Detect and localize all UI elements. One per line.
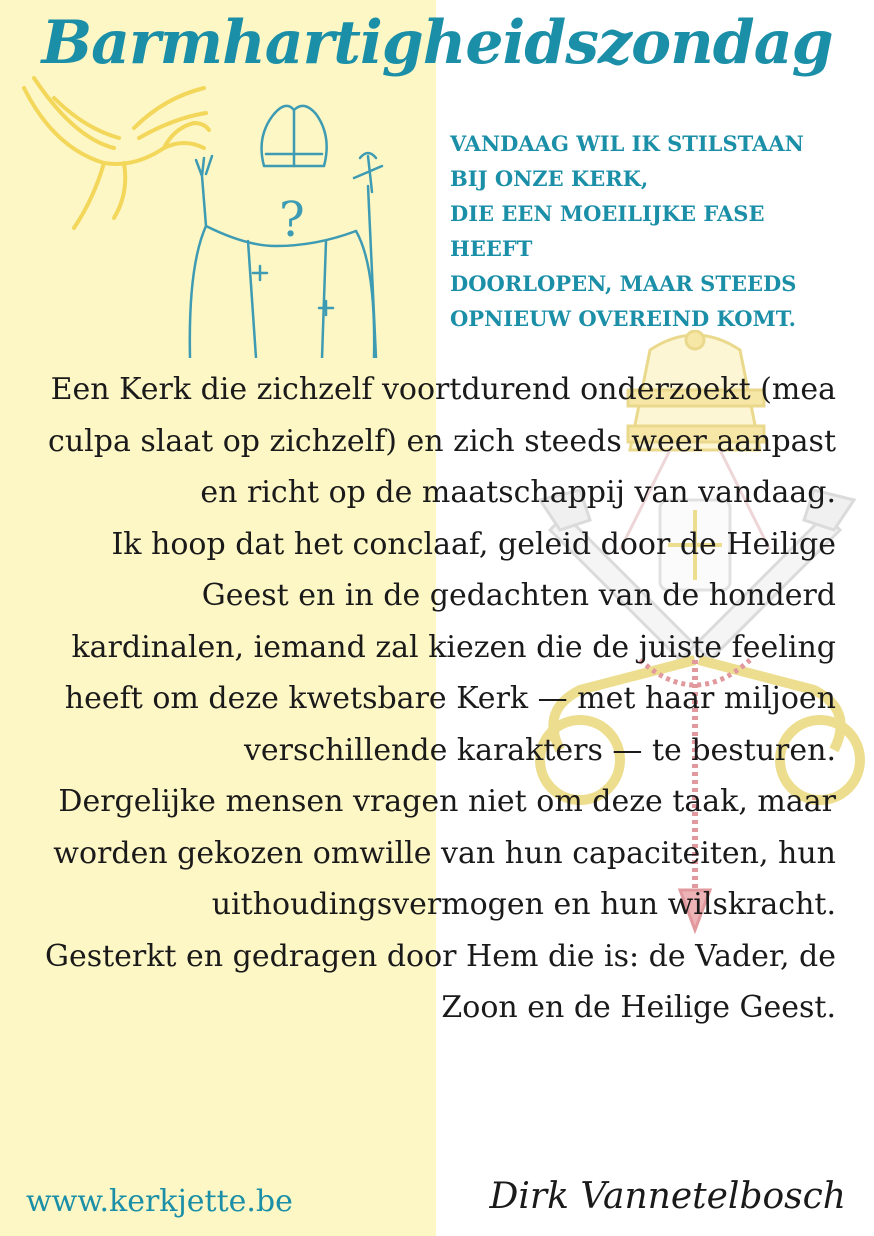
page-title: Barmhartigheidszondag — [41, 8, 833, 78]
paragraph-4: Gesterkt en gedragen door Hem die is: de Vader, de Zoon en de Heilige Geest. — [44, 938, 836, 1025]
paragraph-3: Dergelijke mensen vragen niet om deze taak, maar worden gekozen omwille van hun capaciteiten, hun uithoudingsvermogen en hun wilskracht. — [53, 784, 836, 922]
intro-line: HEEFT — [450, 236, 533, 261]
author-signature: Dirk Vannetelbosch — [489, 1176, 846, 1217]
main-reflection-text — [30, 364, 836, 1034]
intro-statement — [450, 126, 850, 336]
intro-line: OPNIEUW OVEREIND KOMT. — [450, 306, 796, 331]
intro-line: VANDAAG WIL IK STILSTAAN — [450, 131, 804, 156]
paragraph-1: Een Kerk die zichzelf voortdurend onderzoekt (mea culpa slaat op zichzelf) en zich steeds weer aanpast en richt op de maatschappij van vandaag. — [48, 372, 836, 510]
question-mark: ? — [279, 192, 305, 248]
website-link[interactable]: www.kerkjette.be — [26, 1184, 293, 1219]
intro-line: BIJ ONZE KERK, — [450, 166, 649, 191]
intro-line: DIE EEN MOEILIJKE FASE — [450, 201, 765, 226]
paragraph-2: Ik hoop dat het conclaaf, geleid door de Heilige Geest en in de gedachten van de honderd kardinalen, iemand zal kiezen die de juiste feeling heeft om deze kwetsbare Kerk — met haar miljoen verschillende karakters — te besturen. — [64, 526, 836, 768]
pope-silhouette-illustration — [176, 96, 412, 358]
intro-line: DOORLOPEN, MAAR STEEDS — [450, 271, 797, 296]
